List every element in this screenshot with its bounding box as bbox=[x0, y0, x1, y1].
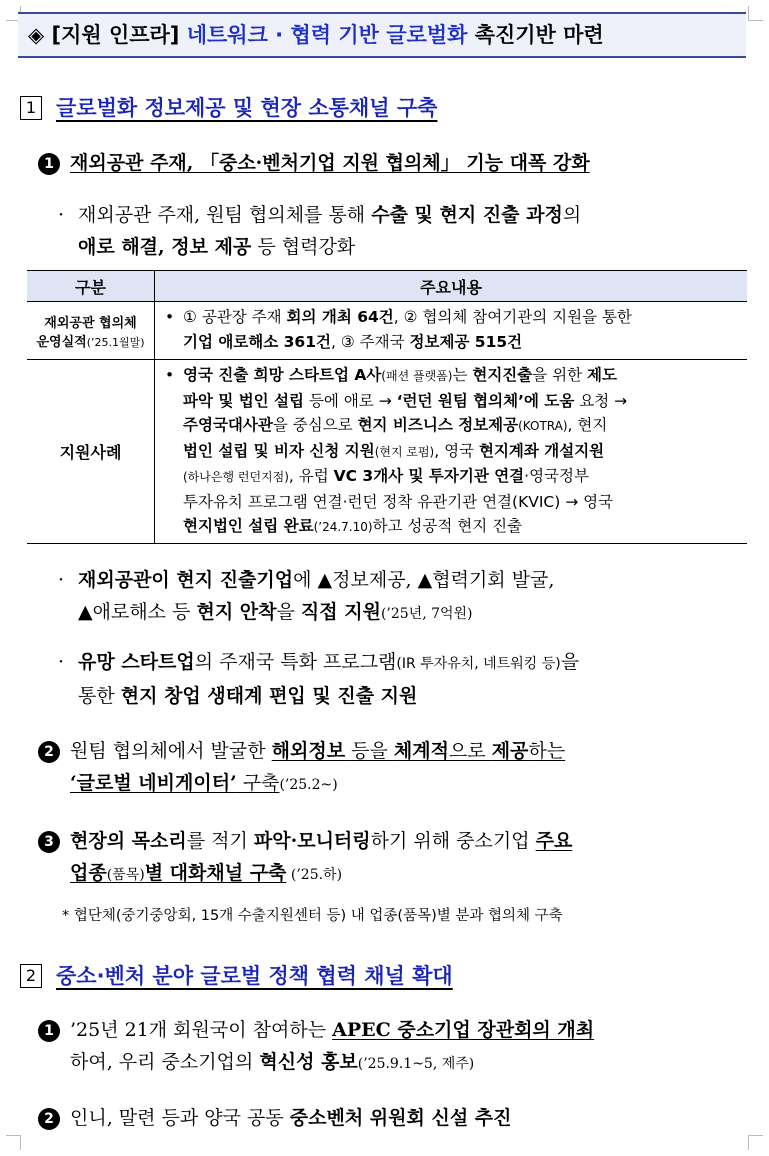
section-1-title: 글로벌화 정보제공 및 현장 소통채널 구축 bbox=[56, 96, 438, 120]
item-2-text-j: (’25.2~) bbox=[279, 777, 338, 793]
row-2-text-u: , 유럽 bbox=[288, 467, 334, 485]
table-row-2-header: 지원사례 bbox=[27, 360, 155, 544]
item-2-text-i: 구축 bbox=[236, 772, 280, 794]
row-1-text-a: ① 공관장 주재 bbox=[183, 308, 287, 326]
bullet-1-text-d: 애로 해결, 정보 제공 bbox=[78, 236, 252, 258]
row-2-text-b: (패션 플랫폼) bbox=[381, 369, 453, 383]
bullet-2-text-a: 재외공관이 현지 진출기업 bbox=[78, 569, 294, 591]
row-2-text-i: ‘런던 원팀 협의체’에 도움 bbox=[396, 391, 575, 410]
item-3-text-g: (품목) bbox=[106, 867, 145, 883]
banner-suffix: 촉진기반 마련 bbox=[474, 23, 604, 47]
section-2-title: 중소·벤처 분야 글로벌 정책 협력 채널 확대 bbox=[56, 964, 453, 988]
table-header-content: 주요내용 bbox=[155, 271, 748, 302]
item-2-text-d: 체계적 bbox=[393, 740, 449, 762]
table-row-2-content: • 영국 진출 희망 스타트업 A사(패션 플랫폼)는 현지진출을 위한 제도 파악 및 법인 설립 등에 애로 → ‘런던 원팀 협의체’에 도움 요청 → 주영국대사관을 중심으로 현지 비즈니스 정보제공(KOTRA), 현지 법인 설립 및 비자 신청 지원(현지 로펌), 영국 현지계좌 개설지원 (하나은행 런던지점), 유럽 VC 3개사 및 투자기관 연결·영국정부 투자유치 프로그램 연결·런던 정착 유관기관 연결(KVIC) → 영국 현지법인 설립 완료(’24.7.10)하고 성공적 현지 진출 bbox=[155, 360, 748, 544]
item-2-text-e: 으로 bbox=[448, 740, 492, 762]
item-3-text-e: 주요 bbox=[535, 830, 573, 852]
row-2-text-q: (현지 로펌) bbox=[374, 444, 435, 459]
row-2-text-m: 현지 비즈니스 정보제공 bbox=[357, 416, 519, 434]
row-1-header-line-3: (’25.1월말) bbox=[86, 335, 145, 349]
item-3-text-c: 파악·모니터링 bbox=[253, 830, 371, 852]
banner-highlight: 네트워크 · 협력 기반 글로벌화 bbox=[186, 23, 468, 47]
row-1-text-e: , ③ 주재국 bbox=[330, 332, 410, 351]
item-3-text-b: 를 적기 bbox=[186, 830, 254, 852]
item-2-text-c: 등을 bbox=[345, 740, 394, 762]
row-2-text-l: 을 중심으로 bbox=[272, 416, 358, 434]
row-2-text-v: VC 3개사 및 투자기관 연결 bbox=[333, 467, 525, 485]
row-2-text-e: 을 위한 bbox=[532, 366, 588, 384]
row-1-text-b: 회의 개최 64건 bbox=[286, 308, 394, 326]
number-badge-2: 2 bbox=[38, 1108, 60, 1130]
table-row-1-content: • ① 공관장 주재 회의 개최 64건, ② 협의체 참여기관의 지원을 통한 기업 애로해소 361건, ③ 주재국 정보제공 515건 bbox=[155, 302, 748, 360]
section-2-item-2 bbox=[38, 1102, 750, 1134]
row-2-text-z2: 하고 성공적 현지 진출 bbox=[372, 517, 523, 535]
s2-item-1-text-c: 하여, 우리 중소기업의 bbox=[70, 1051, 260, 1073]
s2-item-2-text-a: 인니, 말련 등과 양국 공동 bbox=[70, 1107, 290, 1129]
corner-mark-top-right bbox=[748, 6, 763, 21]
section-2-item-1 bbox=[38, 1014, 750, 1073]
number-badge-1: 1 bbox=[38, 153, 60, 175]
corner-mark-bottom-left bbox=[6, 1135, 21, 1150]
section-2-box: 2 bbox=[20, 964, 42, 988]
s2-item-1-text-d: 혁신성 홍보 bbox=[259, 1051, 358, 1073]
item-2-text-h: ‘글로벌 네비게이터’ bbox=[70, 772, 237, 794]
row-2-text-p: 법인 설립 및 비자 신청 지원 bbox=[183, 441, 375, 460]
s2-item-1-text-a: ’25년 21개 회원국이 참여하는 bbox=[70, 1019, 333, 1041]
item-2-text-f: 제공 bbox=[491, 740, 529, 762]
row-1-header-line-1: 재외공관 협의체 bbox=[44, 315, 137, 331]
bullet-1-text-b: 수출 및 현지 진출 과정 bbox=[371, 204, 563, 226]
row-2-text-n: (KOTRA) bbox=[518, 419, 568, 433]
item-1-title: 재외공관 주재, 「중소·벤처기업 지원 협의체」 기능 대폭 강화 bbox=[70, 152, 590, 174]
bullet-2-text-e: 을 bbox=[276, 601, 301, 623]
page-banner bbox=[18, 12, 746, 58]
row-2-text-r: , 영국 bbox=[434, 441, 479, 460]
diamond-icon: ◈ bbox=[28, 23, 45, 47]
row-2-text-h: 등에 애로 → bbox=[304, 391, 397, 410]
bullet-1-text-e: 등 협력강화 bbox=[251, 236, 356, 258]
bullet-dot: · bbox=[58, 651, 65, 673]
row-1-text-d: 기업 애로해소 361건 bbox=[183, 332, 331, 351]
item-2-text-a: 원팀 협의체에서 발굴한 bbox=[70, 740, 272, 762]
banner-prefix: [지원 인프라] bbox=[51, 23, 180, 47]
row-2-text-o: , 현지 bbox=[567, 416, 608, 434]
row-2-text-x: 투자유치 프로그램 연결·런던 정착 유관기관 연결(KVIC) → 영국 bbox=[183, 492, 614, 511]
section-1-item-1 bbox=[38, 147, 750, 179]
number-badge-1: 1 bbox=[38, 1020, 60, 1042]
table-row bbox=[27, 360, 747, 544]
item-2-text-g: 하는 bbox=[528, 740, 566, 762]
item-2-text-b: 해외정보 bbox=[271, 740, 346, 762]
table-header-row bbox=[27, 271, 747, 302]
s2-item-1-text-b: APEC 중소기업 장관회의 개최 bbox=[332, 1019, 595, 1041]
row-2-text-j: 요청 → bbox=[574, 391, 628, 410]
row-1-text-c: , ② 협의체 참여기관의 지원을 통한 bbox=[393, 308, 632, 326]
item-3-text-f: 업종 bbox=[70, 862, 107, 884]
bullet-2-text-f: 직접 지원 bbox=[300, 601, 381, 623]
bullet-dot: · bbox=[58, 569, 65, 591]
section-1-box: 1 bbox=[20, 96, 42, 120]
row-2-text-z: (’24.7.10) bbox=[313, 520, 373, 534]
table-header-category: 구분 bbox=[27, 271, 155, 302]
table-row bbox=[27, 302, 747, 360]
bullet-2-text-c: ▲애로해소 등 bbox=[78, 601, 197, 623]
s2-item-2-text-b: 중소벤처 위원회 신설 추진 bbox=[289, 1107, 512, 1129]
row-2-text-w: ·영국정부 bbox=[524, 467, 589, 485]
bullet-3-text-a: 유망 스타트업 bbox=[78, 651, 195, 673]
item-3-text-a: 현장의 목소리 bbox=[70, 830, 187, 852]
item-3-text-d: 하기 위해 중소기업 bbox=[370, 830, 536, 852]
bullet-3-text-c: (IR 투자유치, 네트워킹 등) bbox=[396, 656, 561, 672]
bullet-1-text-a: 재외공관 주재, 원팀 협의체를 통해 bbox=[78, 204, 372, 226]
item-3-text-h: 별 대화채널 구축 bbox=[144, 862, 287, 884]
row-2-text-s: 현지계좌 개설지원 bbox=[478, 441, 605, 460]
bullet-2-text-d: 현지 안착 bbox=[196, 601, 277, 623]
row-2-text-k: 주영국대사관 bbox=[183, 416, 273, 434]
row-2-text-f: 제도 bbox=[587, 366, 617, 384]
bullet-3-text-f: 현지 창업 생태계 편입 및 진출 지원 bbox=[120, 685, 418, 707]
support-table bbox=[27, 270, 747, 544]
row-2-text-g: 파악 및 법인 설립 bbox=[183, 391, 305, 410]
bullet-2-text-b: 에 ▲정보제공, ▲협력기회 발굴, bbox=[293, 569, 555, 591]
bullet-3-text-d: 을 bbox=[560, 651, 580, 673]
section-2-heading bbox=[20, 960, 453, 990]
bullet-3-text-b: 의 주재국 특화 프로그램 bbox=[194, 651, 397, 673]
footnote: * 협단체(중기중앙회, 15개 수출지원센터 등) 내 업종(품목)별 분과 협의체 구축 bbox=[62, 908, 563, 924]
row-2-text-d: 현지진출 bbox=[472, 366, 533, 384]
section-1-item-3 bbox=[38, 825, 750, 884]
number-badge-2: 2 bbox=[38, 741, 60, 763]
bullet-3-text-e: 통한 bbox=[78, 685, 121, 707]
row-2-text-y: 현지법인 설립 완료 bbox=[183, 517, 314, 535]
bullet-dot: · bbox=[58, 204, 65, 226]
s2-item-1-text-e: (’25.9.1~5, 제주) bbox=[357, 1056, 475, 1072]
row-2-text-c: 는 bbox=[452, 366, 473, 384]
item-3-text-i: (’25.하) bbox=[286, 867, 343, 883]
number-badge-3: 3 bbox=[38, 831, 60, 853]
bullet-1-text-c: 의 bbox=[562, 204, 582, 226]
section-1-item-2 bbox=[38, 735, 750, 794]
row-1-header-line-2: 운영실적 bbox=[36, 334, 87, 350]
row-2-text-t: (하나은행 런던지점) bbox=[183, 470, 289, 484]
section-1-heading bbox=[20, 92, 437, 122]
bullet-2-text-g: (’25년, 7억원) bbox=[380, 606, 473, 622]
row-1-text-f: 정보제공 515건 bbox=[409, 332, 523, 351]
row-2-text-a: 영국 진출 희망 스타트업 A사 bbox=[183, 366, 382, 384]
corner-mark-bottom-right bbox=[748, 1135, 763, 1150]
table-row-1-header bbox=[27, 302, 155, 360]
